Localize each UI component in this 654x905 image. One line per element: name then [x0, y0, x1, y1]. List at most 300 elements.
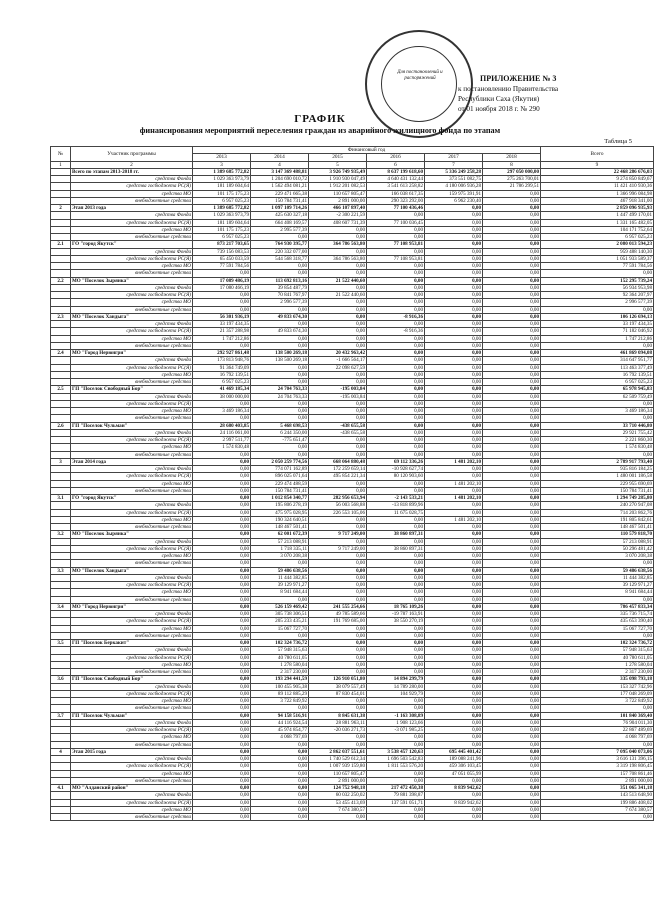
row-year-value: 0,00: [483, 596, 541, 603]
table-row: [51, 197, 654, 204]
seal-inner-ring: [381, 46, 457, 122]
row-year-value: 47 051 055,99: [425, 770, 483, 777]
row-number: 3.4: [51, 603, 71, 610]
row-year-value: 0,00: [251, 756, 309, 763]
row-year-value: 0,00: [483, 625, 541, 632]
row-year-value: 0,00: [425, 263, 483, 270]
row-year-value: 0,00: [367, 364, 425, 371]
row-participant: средства госбюджета РС(Я): [71, 727, 193, 734]
row-year-value: 0,00: [193, 582, 251, 589]
row-participant: средства МО: [71, 553, 193, 560]
row-year-value: 0,00: [309, 299, 367, 306]
row-year-value: 896 025 071,64: [251, 473, 309, 480]
row-year-value: 0,00: [483, 292, 541, 299]
row-year-value: 0,00: [425, 727, 483, 734]
row-participant: средства Фонда: [71, 321, 193, 328]
row-total-value: 76 904 011,30: [541, 719, 654, 726]
row-year-value: 1 908 123,66: [367, 719, 425, 726]
table-row: [51, 748, 654, 755]
table-row: [51, 698, 654, 705]
row-year-value: 0,00: [367, 422, 425, 429]
row-year-value: 21 522 440,60: [309, 277, 367, 284]
table-row: [51, 719, 654, 726]
row-year-value: 49 833 674,30: [251, 328, 309, 335]
table-row: [51, 574, 654, 581]
table-row: [51, 335, 654, 342]
row-year-value: 80 120 903,60: [367, 473, 425, 480]
row-year-value: 2 050 259 774,56: [251, 458, 309, 465]
table-row: [51, 763, 654, 770]
row-year-value: 0,00: [367, 524, 425, 531]
table-row: [51, 770, 654, 777]
table-row: [51, 632, 654, 639]
row-year-value: 0,00: [309, 480, 367, 487]
table-row: [51, 567, 654, 574]
row-year-value: 1 012 854 340,77: [251, 495, 309, 502]
row-total-value: 0,00: [541, 306, 654, 313]
row-year-value: 1 389 685 772,82: [193, 205, 251, 212]
row-year-value: 0,00: [193, 502, 251, 509]
row-year-value: 1 912 201 082,53: [309, 183, 367, 190]
row-participant: ГП "Поселок Чульман": [71, 712, 193, 719]
row-year-value: 0,00: [251, 306, 309, 313]
row-number: [51, 466, 71, 473]
row-number: [51, 480, 71, 487]
row-total-value: 2 317 230,00: [541, 669, 654, 676]
row-year-value: 0,00: [425, 683, 483, 690]
row-total-value: 22 468 286 676,03: [541, 168, 654, 175]
row-year-value: 189 088 241,96: [425, 756, 483, 763]
row-year-value: -8 916,36: [367, 328, 425, 335]
row-year-value: 0,00: [483, 321, 541, 328]
row-participant: средства Фонда: [71, 393, 193, 400]
table-row: [51, 277, 654, 284]
row-number: [51, 226, 71, 233]
row-year-value: 0,00: [367, 342, 425, 349]
row-year-value: 0,00: [425, 473, 483, 480]
row-number: [51, 248, 71, 255]
row-year-value: 0,00: [251, 270, 309, 277]
row-total-value: 33 710 446,80: [541, 422, 654, 429]
row-participant: средства Фонда: [71, 248, 193, 255]
table-row: [51, 705, 654, 712]
row-year-value: 0,00: [367, 357, 425, 364]
row-year-value: 0,00: [425, 777, 483, 784]
row-number: [51, 473, 71, 480]
row-year-value: 17 089 486,19: [193, 277, 251, 284]
row-year-value: 0,00: [483, 545, 541, 552]
row-number: [51, 777, 71, 784]
row-year-value: 0,00: [193, 756, 251, 763]
year-header: 2013: [193, 154, 251, 161]
row-year-value: 0,00: [309, 487, 367, 494]
row-number: [51, 190, 71, 197]
row-number: 3.2: [51, 531, 71, 538]
row-year-value: 1 562 494 081,21: [251, 183, 309, 190]
row-year-value: 0,00: [193, 292, 251, 299]
row-year-value: 475 975 028,95: [251, 509, 309, 516]
row-participant: средства МО: [71, 589, 193, 596]
table-row: [51, 582, 654, 589]
row-year-value: 774 071 162,89: [251, 466, 309, 473]
row-year-value: 0,00: [483, 632, 541, 639]
row-year-value: 0,00: [425, 741, 483, 748]
table-row: [51, 205, 654, 212]
row-year-value: 33 197 434,35: [193, 321, 251, 328]
row-participant: МО "Поселок Зырянка": [71, 531, 193, 538]
row-year-value: 0,00: [251, 785, 309, 792]
row-number: 4: [51, 748, 71, 755]
row-year-value: 0,00: [193, 611, 251, 618]
row-year-value: 0,00: [425, 400, 483, 407]
row-total-value: 57 213 088,91: [541, 538, 654, 545]
row-year-value: 0,00: [483, 357, 541, 364]
row-number: [51, 596, 71, 603]
row-number: [51, 335, 71, 342]
row-number: [51, 806, 71, 813]
table-row: [51, 683, 654, 690]
row-year-value: 0,00: [367, 777, 425, 784]
row-year-value: 172 259 659,14: [309, 466, 367, 473]
table-row: [51, 408, 654, 415]
table-row: [51, 168, 654, 175]
row-year-value: 0,00: [425, 625, 483, 632]
row-year-value: 373 551 082,75: [425, 176, 483, 183]
row-year-value: 0,00: [193, 734, 251, 741]
row-total-value: 240 270 947,08: [541, 502, 654, 509]
row-year-value: 0,00: [367, 654, 425, 661]
row-total-value: 0,00: [541, 596, 654, 603]
row-year-value: 77 108 953,81: [367, 241, 425, 248]
row-year-value: 0,00: [425, 553, 483, 560]
row-number: [51, 263, 71, 270]
row-total-value: 3 319 198 806,45: [541, 763, 654, 770]
row-year-value: 0,00: [425, 690, 483, 697]
row-year-value: 0,00: [483, 226, 541, 233]
row-year-value: 77 100 036,45: [367, 219, 425, 226]
table-row: [51, 603, 654, 610]
row-year-value: 0,00: [425, 640, 483, 647]
row-number: [51, 364, 71, 371]
row-total-value: 106 126 694,13: [541, 313, 654, 320]
row-number: [51, 545, 71, 552]
row-year-value: 0,00: [309, 226, 367, 233]
row-year-value: 0,00: [251, 596, 309, 603]
row-year-value: 0,00: [367, 516, 425, 523]
row-year-value: 0,00: [425, 676, 483, 683]
row-number: 3.7: [51, 712, 71, 719]
row-year-value: 0,00: [251, 400, 309, 407]
row-year-value: 24 704 763,33: [251, 393, 309, 400]
row-number: [51, 589, 71, 596]
row-total-value: 16 792 139,51: [541, 371, 654, 378]
table-row: [51, 792, 654, 799]
row-year-value: 0,00: [193, 603, 251, 610]
row-total-value: 0,00: [541, 270, 654, 277]
row-year-value: 0,00: [367, 306, 425, 313]
row-year-value: 0,00: [483, 495, 541, 502]
column-index: 1: [51, 161, 71, 168]
table-row: [51, 611, 654, 618]
row-total-value: 335 098 793,18: [541, 676, 654, 683]
row-year-value: 100 455 905,38: [251, 683, 309, 690]
row-year-value: 0,00: [309, 640, 367, 647]
row-participant: средства МО: [71, 480, 193, 487]
row-year-value: 0,00: [483, 234, 541, 241]
row-year-value: 0,00: [425, 234, 483, 241]
row-year-value: 695 445 401,42: [425, 748, 483, 755]
row-number: [51, 342, 71, 349]
table-body: [51, 168, 654, 821]
row-year-value: 0,00: [483, 350, 541, 357]
row-year-value: 0,00: [251, 814, 309, 821]
column-index: 8: [483, 161, 541, 168]
appendix-header: ПРИЛОЖЕНИЕ № 3: [480, 74, 557, 83]
row-year-value: 0,00: [425, 712, 483, 719]
row-year-value: 0,00: [309, 408, 367, 415]
table-row: [51, 625, 654, 632]
row-year-value: 0,00: [193, 698, 251, 705]
row-number: [51, 255, 71, 262]
header-no: №: [51, 147, 71, 162]
row-participant: внебюджетные средства: [71, 814, 193, 821]
document-title: ГРАФИК: [294, 113, 346, 125]
row-year-value: 0,00: [483, 255, 541, 262]
row-number: 2.6: [51, 422, 71, 429]
row-year-value: 1 696 503 542,83: [367, 756, 425, 763]
row-total-value: 2 080 013 594,23: [541, 241, 654, 248]
row-year-value: 0,00: [425, 560, 483, 567]
row-participant: внебюджетные средства: [71, 705, 193, 712]
row-year-value: 0,00: [483, 386, 541, 393]
row-year-value: 0,00: [309, 553, 367, 560]
appendix-line-3: от 01 ноября 2018 г. № 290: [458, 105, 540, 113]
row-year-value: 0,00: [425, 806, 483, 813]
row-year-value: 53 455 413,69: [309, 799, 367, 806]
row-year-value: 0,00: [425, 574, 483, 581]
row-year-value: -19 787 163,91: [367, 611, 425, 618]
row-participant: внебюджетные средства: [71, 777, 193, 784]
row-year-value: 0,00: [425, 792, 483, 799]
row-year-value: 0,00: [483, 422, 541, 429]
row-year-value: 0,00: [309, 574, 367, 581]
row-year-value: 21 357 288,98: [193, 328, 251, 335]
row-year-value: 2 891 000,00: [309, 777, 367, 784]
row-year-value: 193 294 441,59: [251, 676, 309, 683]
row-participant: внебюджетные средства: [71, 342, 193, 349]
table-row: [51, 669, 654, 676]
row-year-value: 0,00: [193, 647, 251, 654]
row-year-value: 764 930 395,77: [251, 241, 309, 248]
row-year-value: 0,00: [251, 364, 309, 371]
row-number: [51, 437, 71, 444]
row-year-value: 0,00: [367, 386, 425, 393]
row-year-value: 0,00: [483, 560, 541, 567]
row-participant: Этап 2014 года: [71, 458, 193, 465]
row-year-value: 8 839 942,62: [425, 785, 483, 792]
table-row: [51, 429, 654, 436]
row-year-value: 0,00: [483, 437, 541, 444]
row-year-value: 0,00: [193, 632, 251, 639]
row-participant: ГП "Поселок Беркакит": [71, 640, 193, 647]
row-participant: средства госбюджета РС(Я): [71, 219, 193, 226]
table-row: [51, 313, 654, 320]
row-number: [51, 306, 71, 313]
row-year-value: 466 107 897,40: [309, 205, 367, 212]
row-year-value: 28 881 963,11: [309, 719, 367, 726]
row-participant: средства госбюджета РС(Я): [71, 473, 193, 480]
row-year-value: 0,00: [425, 306, 483, 313]
row-participant: средства МО: [71, 263, 193, 270]
row-year-value: 0,00: [309, 741, 367, 748]
row-year-value: 0,00: [483, 458, 541, 465]
row-year-value: 6 244 350,00: [251, 429, 309, 436]
row-number: [51, 487, 71, 494]
row-year-value: 166 038 617,35: [367, 190, 425, 197]
row-year-value: 0,00: [483, 516, 541, 523]
row-year-value: 0,00: [425, 509, 483, 516]
table-row: [51, 690, 654, 697]
row-year-value: 0,00: [483, 683, 541, 690]
table-row: [51, 654, 654, 661]
row-year-value: 0,00: [367, 451, 425, 458]
row-participant: средства Фонда: [71, 357, 193, 364]
row-year-value: -195 003,84: [309, 393, 367, 400]
row-year-value: 56 301 936,19: [193, 313, 251, 320]
row-number: [51, 328, 71, 335]
row-year-value: 0,00: [309, 234, 367, 241]
row-year-value: 0,00: [483, 328, 541, 335]
row-participant: средства госбюджета РС(Я): [71, 618, 193, 625]
row-total-value: 59 486 638,56: [541, 567, 654, 574]
row-year-value: 0,00: [367, 400, 425, 407]
row-year-value: 544 568 318,77: [251, 255, 309, 262]
row-total-value: 461 869 094,08: [541, 350, 654, 357]
table-row: [51, 756, 654, 763]
row-year-value: 0,00: [309, 567, 367, 574]
row-year-value: 364 786 563,80: [309, 255, 367, 262]
header-index-row: [51, 161, 654, 168]
row-year-value: 0,00: [425, 328, 483, 335]
table-row: [51, 676, 654, 683]
row-year-value: 0,00: [483, 705, 541, 712]
row-number: [51, 661, 71, 668]
row-number: [51, 379, 71, 386]
row-year-value: 0,00: [309, 379, 367, 386]
row-number: 3: [51, 458, 71, 465]
row-year-value: 0,00: [483, 299, 541, 306]
row-total-value: 1 447 499 170,01: [541, 212, 654, 219]
row-year-value: 0,00: [483, 531, 541, 538]
row-year-value: 0,00: [193, 342, 251, 349]
row-year-value: 150 784 731,41: [251, 487, 309, 494]
row-year-value: 0,00: [483, 509, 541, 516]
row-year-value: 38 860 897,31: [367, 531, 425, 538]
table-row: [51, 741, 654, 748]
row-year-value: 0,00: [193, 495, 251, 502]
row-year-value: 0,00: [309, 313, 367, 320]
column-index: 7: [425, 161, 483, 168]
row-year-value: 15 067 727,70: [251, 625, 309, 632]
row-year-value: 0,00: [193, 538, 251, 545]
row-year-value: 220 332 077,00: [251, 248, 309, 255]
row-number: 2.4: [51, 350, 71, 357]
row-total-value: 0,00: [541, 632, 654, 639]
row-year-value: 0,00: [483, 219, 541, 226]
row-total-value: 39 129 971,27: [541, 582, 654, 589]
row-year-value: 0,00: [425, 255, 483, 262]
row-year-value: 0,00: [367, 408, 425, 415]
row-year-value: 0,00: [483, 806, 541, 813]
row-participant: ГП "Поселок Чульман": [71, 422, 193, 429]
row-year-value: 0,00: [251, 748, 309, 755]
row-total-value: 177 048 269,09: [541, 690, 654, 697]
row-year-value: 0,00: [193, 531, 251, 538]
row-year-value: 0,00: [483, 611, 541, 618]
table-row: [51, 393, 654, 400]
row-year-value: 2 997 511,77: [193, 437, 251, 444]
table-row: [51, 190, 654, 197]
row-year-value: 44 116 924,54: [251, 719, 309, 726]
row-year-value: 0,00: [425, 466, 483, 473]
row-total-value: 57 948 315,63: [541, 647, 654, 654]
row-year-value: 0,00: [483, 734, 541, 741]
row-participant: средства госбюджета РС(Я): [71, 328, 193, 335]
row-year-value: 0,00: [483, 553, 541, 560]
row-year-value: 0,00: [309, 661, 367, 668]
year-header: 2018: [483, 154, 541, 161]
row-year-value: 0,00: [251, 451, 309, 458]
row-year-value: 65 450 033,59: [193, 255, 251, 262]
row-year-value: 0,00: [425, 531, 483, 538]
row-year-value: 0,00: [367, 277, 425, 284]
appendix-line-1: к постановлению Правительства: [458, 85, 559, 93]
row-year-value: 195 806 278,19: [251, 502, 309, 509]
document-subtitle: финансирования мероприятий переселения граждан из аварийного жилищного фонда по этапам: [139, 126, 501, 135]
row-year-value: 0,00: [193, 480, 251, 487]
row-number: [51, 219, 71, 226]
row-year-value: 0,00: [483, 270, 541, 277]
row-year-value: 0,00: [483, 205, 541, 212]
row-participant: ГП "Поселок Свободный Бор": [71, 386, 193, 393]
row-year-value: 1 481 202,10: [425, 495, 483, 502]
header-participant: Участник программы: [71, 147, 193, 162]
row-total-value: 29 921 755,42: [541, 429, 654, 436]
table-row: [51, 263, 654, 270]
row-year-value: 0,00: [309, 669, 367, 676]
row-participant: средства госбюджета РС(Я): [71, 437, 193, 444]
row-year-value: 241 555 254,66: [309, 603, 367, 610]
row-year-value: 0,00: [425, 502, 483, 509]
row-year-value: 0,00: [483, 603, 541, 610]
row-year-value: 0,00: [309, 342, 367, 349]
row-total-value: 62 509 759,49: [541, 393, 654, 400]
row-participant: средства Фонда: [71, 284, 193, 291]
row-year-value: 9 717 249,00: [309, 545, 367, 552]
row-total-value: 1 366 996 084,98: [541, 190, 654, 197]
row-total-value: 40 780 611,05: [541, 654, 654, 661]
row-year-value: 20 432 963,42: [309, 350, 367, 357]
row-year-value: 0,00: [483, 342, 541, 349]
table-row: [51, 466, 654, 473]
row-year-value: 40 780 611,05: [251, 654, 309, 661]
row-year-value: 0,00: [425, 241, 483, 248]
row-number: [51, 502, 71, 509]
row-year-value: 148 467 501,41: [251, 524, 309, 531]
row-number: [51, 444, 71, 451]
row-year-value: 0,00: [483, 364, 541, 371]
row-total-value: 959 488 140,30: [541, 248, 654, 255]
